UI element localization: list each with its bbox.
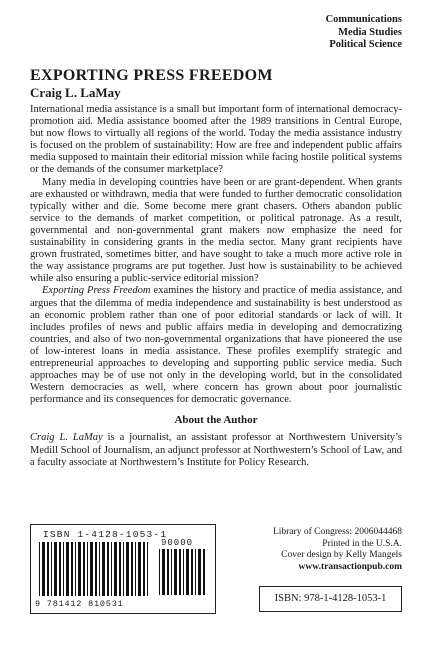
barcode-bar — [203, 549, 205, 595]
about-author-heading: About the Author — [174, 414, 258, 427]
book-author: Craig L. LaMay — [30, 85, 121, 100]
title-reference: Exporting Press Freedom — [42, 285, 151, 297]
barcode-bar — [147, 542, 148, 596]
blurb-paragraph-3 — [30, 285, 402, 406]
barcode-bar — [66, 542, 69, 596]
book-title: EXPORTING PRESS FREEDOM — [30, 67, 273, 84]
barcode-bar — [71, 542, 73, 596]
barcode-block — [30, 524, 216, 614]
barcode-bar — [143, 542, 145, 596]
category-media-studies: Media Studies — [338, 26, 402, 38]
barcode-bar — [39, 542, 40, 596]
barcode-bar — [135, 542, 136, 596]
barcode-bar — [59, 542, 61, 596]
barcode-bar — [99, 542, 100, 596]
barcode-bar — [102, 542, 105, 596]
blurb — [30, 104, 402, 469]
about-author-text — [30, 432, 402, 468]
barcode-bar — [83, 542, 85, 596]
library-of-congress: Library of Congress: 2006044468 — [272, 527, 402, 537]
barcode-addon-number: 90000 — [161, 538, 194, 548]
barcode-bar — [131, 542, 133, 596]
publisher-website: www.transactionpub.com — [298, 561, 402, 572]
blurb-paragraph-3-text: examines the history and practice of media assistance, and argues that the dilemma of media independence and sustainability is best understood as an economic problem rather than one of poor editorial standards or lack of will. It includes profiles of news and public affairs media in developing and democratizing countries, and also of two non-governmental organizations that have pioneered the use of low-interest loans in media assistance. These profiles exemplify strategic and entrepreneurial approaches to developing and supporting public service media. Such approaches may be of use not only in the developing world, but in the consolidated Western democracies as well, where concern has grown about poor journalistic performance and its consequences for democratic governance. — [30, 285, 402, 406]
barcode-bar — [78, 542, 81, 596]
barcode-bar — [171, 549, 172, 595]
barcode-bar — [179, 549, 181, 595]
barcode-bar — [191, 549, 193, 595]
category-communications: Communications — [325, 14, 402, 25]
barcode-bar — [167, 549, 169, 595]
barcode-bar — [195, 549, 196, 595]
isbn-13-box: ISBN: 978-1-4128-1053-1 — [259, 586, 402, 612]
barcode-bar — [138, 542, 141, 596]
barcode-bar — [87, 542, 88, 596]
barcode-isbn-label: ISBN 1-4128-1053-1 — [43, 529, 168, 540]
barcode-digits: 9 781412 810531 — [35, 599, 124, 609]
barcode-bar — [159, 549, 160, 595]
blurb-paragraph-1: International media assistance is a small but important form of international democracy-promotion aid. Media assistance boomed after the 1989 transitions in Central Europe, but now flows to virtually all regions of the world. Today the media assistance industry is focused on the problem of sustainability: How are free and independent public affairs media supposed to maintain their editorial mission while facing hostile political systems or the demands of the consumer marketplace? — [30, 104, 402, 176]
about-author-body: is a journalist, an assistant professor at Northwestern University’s Medill School of Journalism, an adjunct professor at Northwestern’s School of Law, and a faculty associate at Northwestern’s Institute for Policy Research. — [30, 432, 403, 468]
barcode-bar — [183, 549, 184, 595]
barcode-bar — [107, 542, 109, 596]
barcode-bar — [54, 542, 57, 596]
barcode-bar — [174, 549, 177, 595]
barcode-bar — [42, 542, 45, 596]
category-political-science: Political Science — [329, 39, 402, 50]
cover-design-credit: Cover design by Kelly Mangels — [281, 550, 402, 560]
subject-categories — [326, 14, 402, 52]
barcode-bar — [114, 542, 117, 596]
barcode-bar — [90, 542, 93, 596]
barcode-bar — [198, 549, 201, 595]
barcode-bar — [95, 542, 97, 596]
barcode-bar — [119, 542, 121, 596]
blurb-paragraph-2: Many media in developing countries have been or are grant-dependent. When grants are exhausted or withdrawn, media that were funded to further democratic consolidation typically wither and die. Some become mere grant chasers. Others abandon public service to the demands of market competition, or political patronage. As a result, governmental and non-governmental grant makers now emphasize the need for sustainability in considering grants in the media sector. Many grant recipients have grown frustrated, sometimes bitter, and have sought to take a much more active role in the way assistance programs are put together. Just how is sustainability to be achieved while also ensuring a public-service editorial mission? — [30, 176, 402, 285]
barcode-bars — [39, 542, 151, 596]
barcode-bar — [51, 542, 52, 596]
barcode-bar — [162, 549, 165, 595]
barcode-bar — [186, 549, 189, 595]
barcode-bar — [75, 542, 76, 596]
barcode-bar — [47, 542, 49, 596]
barcode-bar — [123, 542, 124, 596]
barcode-bar — [126, 542, 129, 596]
printed-in: Printed in the U.S.A. — [322, 538, 402, 549]
publisher-info — [273, 527, 402, 573]
author-name-reference: Craig L. LaMay — [30, 432, 103, 444]
barcode-addon-bars — [159, 549, 207, 595]
barcode-bar — [111, 542, 112, 596]
barcode-bar — [63, 542, 64, 596]
